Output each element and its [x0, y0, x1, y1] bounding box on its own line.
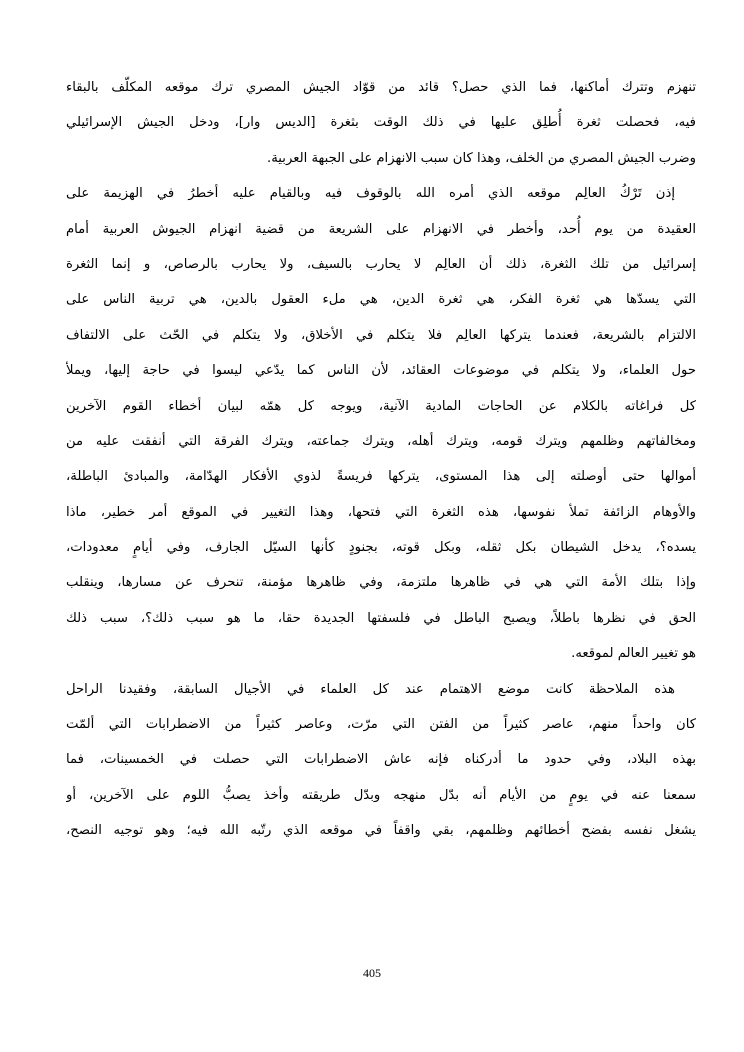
text-line: إسرائيل من تلك الثغرة، ذلك أن العالِم لا يحارب بالسيف، ولا يحارب بالرصاص، و إنما الثغرة	[66, 256, 696, 272]
text-line: فيه، فحصلت ثغرة أُطلِق عليها في ذلك الوقت بثغرة [الديس وار]، ودخل الجيش الإسرائيلي	[66, 115, 696, 131]
text-line: كان واحداً منهم، عاصر كثيراً من الفتن التي مرّت، وعاصر كثيراً من الاضطرابات التي ألمّت	[66, 717, 696, 733]
text-line: إذن تَرْكُ العالِم موقعه الذي أمره الله بالوقوف فيه وبالقيام عليه أخطرُ في الهزيمة على	[66, 186, 675, 202]
text-line: كل فراغاته بالكلام عن الحاجات المادية الآنية، ويوجه كل همّه لبيان أخطاء القوم الآخرين	[66, 398, 696, 414]
text-line: سمعنا عنه في يومٍ من الأيام أنه بدّل منهجه وبدّل طريقته وأخذ يصبُّ اللوم على الآخرين، أو	[66, 787, 696, 803]
text-line: أموالها حتى أوصلته إلى هذا المستوى، يتركها فريسةً لذوي الأفكار الهدّامة، والمبادئ الباطلة،	[66, 469, 696, 485]
text-line: التي يسدّها هي ثغرة الفكر، هي ثغرة الدين، هي ملء العقول بالدين، هي تربية الناس على	[66, 292, 696, 308]
text-line: يسده؟، يدخل الشيطان بكل ثقله، وبكل قوته، بجنودٍ كأنها السيّل الجارف، وفي أيامٍ معدودات،	[66, 540, 696, 556]
body-text	[66, 70, 696, 849]
text-line: وإذا بتلك الأمة التي هي في ظاهرها ملتزمة، وفي ظاهرها مؤمنة، تنحرف عن مسارها، وينقلب	[66, 575, 696, 591]
text-line: والأوهام الزائفة تملأ نفوسها، هذه الثغرة التي فتحها، وهذا التغيير في الموقع أمر خطير، ماذا	[66, 504, 696, 520]
text-line: هو تغيير العالم لموقعه.	[571, 646, 696, 662]
text-line: ومخالفاتهم وظلمهم ويترك قومه، ويترك أهله، ويترك جماعته، ويترك الفرقة التي أنفقت عليه من	[66, 433, 696, 449]
text-line: الحق في نظرها باطلاً، ويصبح الباطل في فلسفتها الجديدة حقا، ما هو سبب ذلك؟، سبب ذلك	[66, 610, 696, 626]
text-line: حول العلماء، ولا يتكلم في موضوعات العقائد، لأن الناس كما يدّعي ليسوا في حاجة إليها، ويملأ	[66, 363, 696, 379]
text-line: بهذه البلاد، وفي حدود ما أدركناه فإنه عاش الاضطرابات التي حصلت في الخمسينات، فما	[66, 752, 696, 768]
text-line: وضرب الجيش المصري من الخلف، وهذا كان سبب الانهزام على الجبهة العربية.	[267, 150, 696, 166]
text-line: هذه الملاحظة كانت موضع الاهتمام عند كل العلماء في الأجيال السابقة، وفقيدنا الراحل	[66, 681, 675, 697]
text-line: الالتزام بالشريعة، فعندما يتركها العالِم فلا يتكلم في الأخلاق، ولا يتكلم في الحّث على الالتفاف	[66, 327, 696, 343]
text-line: العقيدة من يوم أُحد، وأخطر في الانهزام على الشريعة من قضية انهزام الجيوش العربية أمام	[66, 221, 696, 237]
text-line: تنهزم وتترك أماكنها، فما الذي حصل؟ قائد من قوّاد الجيش المصري ترك موقعه المكلّف بالبقاء	[66, 80, 696, 95]
page-number: 405	[363, 966, 381, 980]
text-line: يشغل نفسه بفضح أخطائهم وظلمهم، بقي واقفاً في موقعه الذي رتّبه الله فيه؛ وهو توجيه النصح،	[66, 823, 696, 839]
